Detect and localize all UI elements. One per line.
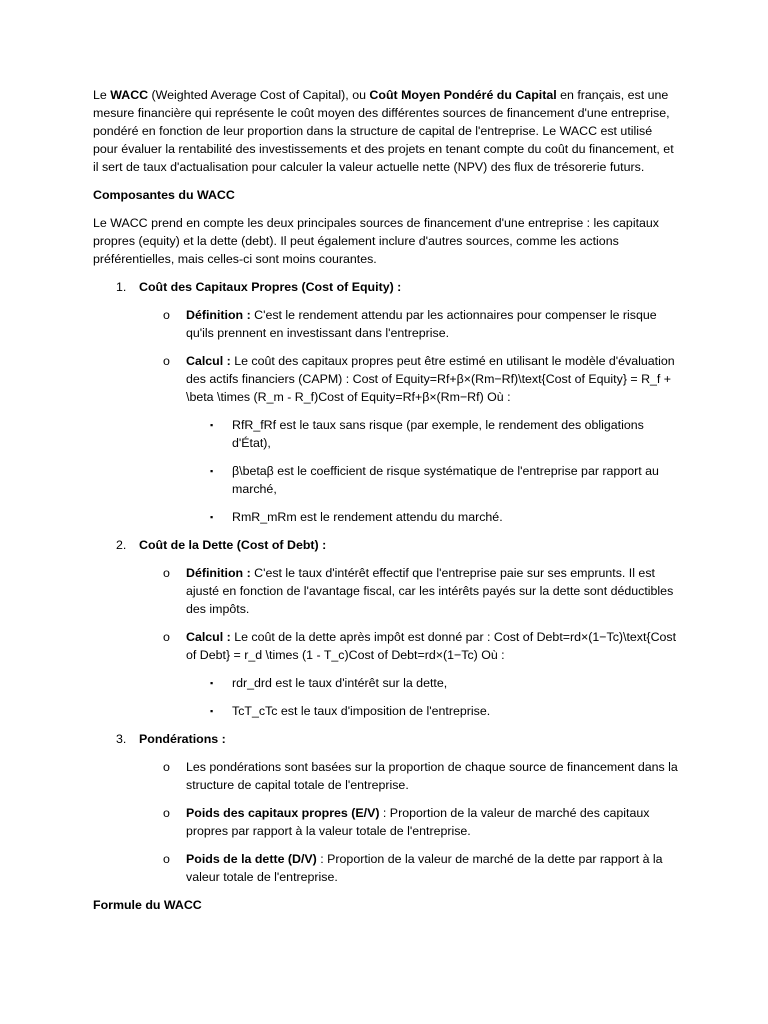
sub-item-text: : Proportion de la valeur de marché de la dette par rapport à la valeur totale de l'entreprise. xyxy=(186,852,663,884)
composantes-paragraph: Le WACC prend en compte les deux principales sources de financement d'une entreprise : les capitaux propres (equity) et la dette (debt). Il peut également inclure d'autres sources, comme les actions préférentielles, mais celles-ci sont moins courantes. xyxy=(93,216,659,266)
sub-bullet-marker: o xyxy=(163,806,170,820)
intro-text: (Weighted Average Cost of Capital), ou xyxy=(148,88,370,102)
square-bullet-icon: ▪ xyxy=(210,466,214,476)
definition-label: Définition : xyxy=(186,308,251,322)
document-body xyxy=(93,86,678,924)
calcul-text: Le coût des capitaux propres peut être estimé en utilisant le modèle d'évaluation des actifs financiers (CAPM) : Cost of Equity=Rf+β×(Rm−Rf)\text{Cost of Equity} = R_f + \beta \times (R_m - R_f)Cost of Equity=Rf+β×(Rm−Rf) Où : xyxy=(186,354,675,404)
square-bullet-icon: ▪ xyxy=(210,420,214,430)
sub-item-calcul xyxy=(93,352,678,406)
cmpc-term: Coût Moyen Pondéré du Capital xyxy=(369,88,557,102)
definition-text: C'est le rendement attendu par les actionnaires pour compenser le risque qu'ils prennent en investissant dans l'entreprise. xyxy=(186,308,657,340)
bullet-text: TcT_cTc est le taux d'imposition de l'entreprise. xyxy=(232,704,491,718)
calcul-label: Calcul : xyxy=(186,354,231,368)
sub-item-calcul xyxy=(93,628,678,664)
list-number: 1. xyxy=(116,280,127,294)
list-number: 3. xyxy=(116,732,127,746)
sub-bullet-marker: o xyxy=(163,308,170,322)
bullet-text: RfR_fRf est le taux sans risque (par exemple, le rendement des obligations d'État), xyxy=(232,418,644,450)
list-number: 2. xyxy=(116,538,127,552)
list-item-cost-of-debt xyxy=(93,536,678,554)
bullet-item xyxy=(93,508,678,526)
bullet-text: rdr_drd est le taux d'intérêt sur la dette, xyxy=(232,676,448,690)
sub-item-text: : Proportion de la valeur de marché des capitaux propres par rapport à la valeur totale de l'entreprise. xyxy=(186,806,650,838)
bullet-item xyxy=(93,674,678,692)
bullet-text: β\betaβ est le coefficient de risque systématique de l'entreprise par rapport au marché, xyxy=(232,464,659,496)
square-bullet-icon: ▪ xyxy=(210,512,214,522)
sub-item-label: Poids de la dette (D/V) xyxy=(186,852,317,866)
formule-heading: Formule du WACC xyxy=(93,898,202,912)
square-bullet-icon: ▪ xyxy=(210,706,214,716)
sub-bullet-marker: o xyxy=(163,354,170,368)
sub-item-text: Les pondérations sont basées sur la proportion de chaque source de financement dans la structure de capital totale de l'entreprise. xyxy=(186,760,678,792)
sub-item-poids-dette xyxy=(93,850,678,886)
sub-item-label: Poids des capitaux propres (E/V) xyxy=(186,806,380,820)
sub-item-poids-capitaux xyxy=(93,804,678,840)
list-item-cost-of-equity xyxy=(93,278,678,296)
square-bullet-icon: ▪ xyxy=(210,678,214,688)
list-item-title: Coût des Capitaux Propres (Cost of Equity) : xyxy=(139,280,402,294)
wacc-term: WACC xyxy=(110,88,149,102)
intro-paragraph xyxy=(93,86,678,176)
sub-bullet-marker: o xyxy=(163,852,170,866)
bullet-text: RmR_mRm est le rendement attendu du marché. xyxy=(232,510,503,524)
calcul-text: Le coût de la dette après impôt est donné par : Cost of Debt=rd×(1−Tc)\text{Cost of Debt} = r_d \times (1 - T_c)Cost of Debt=rd×(1−Tc) Où : xyxy=(186,630,677,662)
bullet-item xyxy=(93,416,678,452)
list-item-title: Coût de la Dette (Cost of Debt) : xyxy=(139,538,327,552)
calcul-label: Calcul : xyxy=(186,630,231,644)
sub-bullet-marker: o xyxy=(163,566,170,580)
list-item-ponderations xyxy=(93,730,678,748)
intro-text: Le xyxy=(93,88,111,102)
sub-item-definition xyxy=(93,306,678,342)
definition-label: Définition : xyxy=(186,566,251,580)
bullet-item xyxy=(93,462,678,498)
sub-bullet-marker: o xyxy=(163,760,170,774)
intro-text: en français, est une mesure financière qui représente le coût moyen des différentes sources de financement d'une entreprise, pondéré en fonction de leur proportion dans la structure de capital de l'entreprise. Le WACC est utilisé pour évaluer la rentabilité des investissements et des projets en tenant compte du coût du financement, et il sert de taux d'actualisation pour calculer la valeur actuelle nette (NPV) des flux de trésorerie futurs. xyxy=(93,88,674,174)
composantes-heading: Composantes du WACC xyxy=(93,188,235,202)
sub-bullet-marker: o xyxy=(163,630,170,644)
bullet-item xyxy=(93,702,678,720)
list-item-title: Pondérations : xyxy=(139,732,226,746)
sub-item-definition xyxy=(93,564,678,618)
sub-item-ponderations xyxy=(93,758,678,794)
definition-text: C'est le taux d'intérêt effectif que l'entreprise paie sur ses emprunts. Il est ajusté en fonction de l'avantage fiscal, car les intérêts payés sur la dette sont déductibles des impôts. xyxy=(186,566,674,616)
